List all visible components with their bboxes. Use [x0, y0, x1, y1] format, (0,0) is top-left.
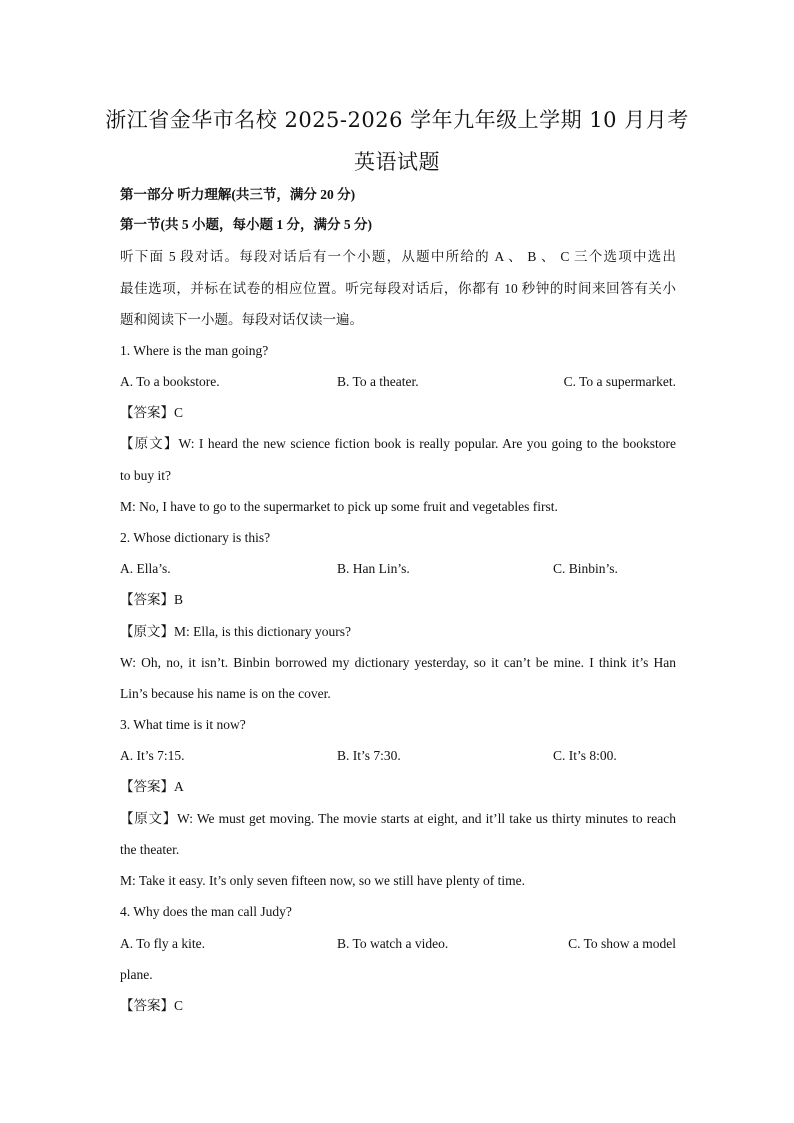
- option-a: A. To a bookstore.: [120, 374, 220, 389]
- transcript-line: 【原文】W: I heard the new science fiction book is really popular. Are you going to the bookstore: [120, 436, 676, 451]
- part-heading: 第一部分 听力理解(共三节，满分 20 分): [120, 187, 356, 202]
- option-continuation: plane.: [120, 967, 153, 982]
- question-text: 3. What time is it now?: [120, 717, 246, 732]
- instructions-line: 最佳选项，并标在试卷的相应位置。听完每段对话后，你都有 10 秒钟的时间来回答有关小: [120, 281, 676, 296]
- answer-label: 【答案】C: [120, 998, 184, 1013]
- transcript-line: the theater.: [120, 842, 180, 857]
- section-heading: 第一节(共 5 小题，每小题 1 分，满分 5 分): [120, 217, 372, 232]
- answer-label: 【答案】B: [120, 592, 184, 607]
- instructions-line: 听下面 5 段对话。每段对话后有一个小题，从题中所给的 A 、 B 、 C 三个选项中选出: [120, 249, 676, 264]
- option-a: A. It’s 7:15.: [120, 748, 185, 763]
- answer-label: 【答案】A: [120, 779, 184, 794]
- document-title: 浙江省金华市名校 2025-2026 学年九年级上学期 10 月月考: [105, 108, 689, 132]
- transcript-line: to buy it?: [120, 468, 171, 483]
- document-subtitle: 英语试题: [354, 150, 440, 174]
- option-b: B. To watch a video.: [337, 936, 449, 951]
- option-c: C. To a supermarket.: [563, 374, 676, 389]
- option-b: B. To a theater.: [337, 374, 419, 389]
- transcript-line: M: No, I have to go to the supermarket to pick up some fruit and vegetables first.: [120, 499, 558, 514]
- option-c: C. It’s 8:00.: [553, 748, 617, 763]
- transcript-line: Lin’s because his name is on the cover.: [120, 686, 331, 701]
- option-b: B. Han Lin’s.: [337, 561, 410, 576]
- option-c: C. Binbin’s.: [553, 561, 618, 576]
- question-text: 4. Why does the man call Judy?: [120, 904, 292, 919]
- transcript-line: W: Oh, no, it isn’t. Binbin borrowed my dictionary yesterday, so it can’t be mine. I think it’s Han: [120, 655, 676, 670]
- transcript-line: M: Take it easy. It’s only seven fifteen now, so we still have plenty of time.: [120, 873, 525, 888]
- transcript-line: 【原文】W: We must get moving. The movie starts at eight, and it’ll take us thirty minutes to reach: [120, 811, 676, 826]
- transcript-line: 【原文】M: Ella, is this dictionary yours?: [120, 624, 351, 639]
- question-text: 2. Whose dictionary is this?: [120, 530, 271, 545]
- option-c: C. To show a model: [568, 936, 676, 951]
- option-a: A. Ella’s.: [120, 561, 171, 576]
- option-a: A. To fly a kite.: [120, 936, 206, 951]
- question-text: 1. Where is the man going?: [120, 343, 269, 358]
- instructions-line: 题和阅读下一小题。每段对话仅读一遍。: [120, 312, 363, 327]
- option-b: B. It’s 7:30.: [337, 748, 401, 763]
- answer-label: 【答案】C: [120, 405, 184, 420]
